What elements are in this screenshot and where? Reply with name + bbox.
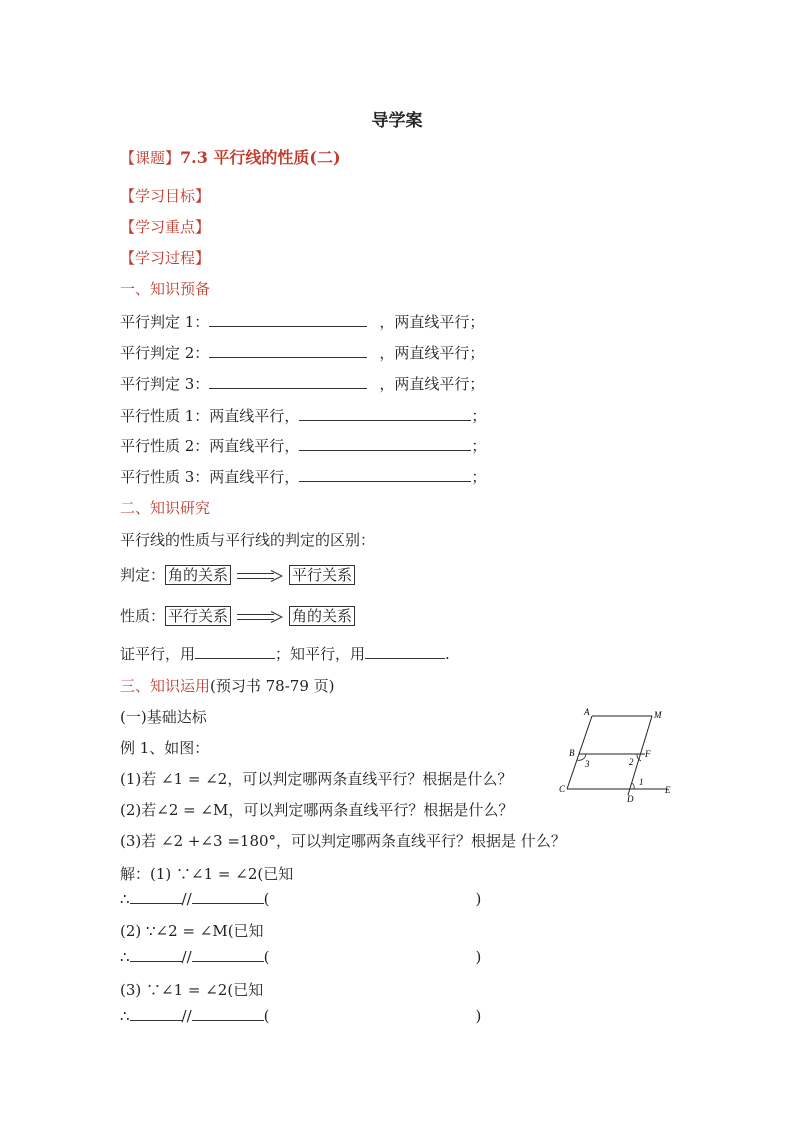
judge-label: 判定： (120, 566, 166, 584)
label-f: F (645, 749, 651, 759)
lesson-title (120, 148, 341, 168)
section-key-points: 【学习重点】 (120, 218, 211, 236)
prep-item-suffix: ，两直线平行； (379, 344, 485, 362)
reason-blank[interactable] (270, 947, 476, 962)
answer-blank[interactable] (192, 946, 264, 962)
open-paren: ( (263, 948, 270, 966)
solution-label: 解： (120, 865, 151, 883)
question-1: (1)若 ∠1 = ∠2，可以判定哪两条直线平行？根据是什么？ (120, 770, 513, 788)
label-angle-2: 2 (629, 757, 634, 767)
parallel-sign: // (181, 1007, 192, 1025)
angle-1-arc (632, 783, 634, 789)
therefore-sign: ∴ (120, 890, 130, 908)
section-process: 【学习过程】 (120, 249, 211, 267)
question-2: (2)若∠2 = ∠M，可以判定哪两条直线平行？根据是什么？ (120, 801, 514, 819)
page-title: 导学案 (371, 111, 423, 131)
label-c: C (559, 784, 566, 794)
prep-item-suffix: ； (471, 407, 487, 425)
answer-blank[interactable] (130, 888, 182, 904)
prep-item-suffix: ，两直线平行； (379, 313, 485, 331)
close-paren: ) (475, 1007, 482, 1025)
prep-item-3 (120, 373, 484, 394)
geometry-figure (555, 705, 685, 805)
prep-item-prefix: 平行性质 3：两直线平行， (120, 468, 300, 486)
therefore-sign: ∴ (120, 948, 130, 966)
part1-heading: 一、知识预备 (120, 280, 211, 298)
usage-b: ；知平行，用 (275, 645, 366, 663)
part2-heading: 二、知识研究 (120, 499, 211, 517)
solution-1-conclusion (120, 888, 481, 909)
label-angle-3: 3 (585, 759, 590, 769)
open-paren: ( (263, 890, 270, 908)
therefore-sign: ∴ (120, 1007, 130, 1025)
part2-intro: 平行线的性质与平行线的判定的区别： (120, 531, 376, 549)
prep-item-5 (120, 435, 486, 456)
prep-item-prefix: 平行判定 3： (120, 375, 210, 393)
judge-from-box: 角的关系 (165, 565, 231, 585)
answer-blank[interactable] (192, 888, 264, 904)
answer-blank[interactable] (209, 342, 367, 358)
prep-item-prefix: 平行性质 2：两直线平行， (120, 437, 300, 455)
usage-end: . (445, 645, 450, 663)
part3-heading-note: (预习书 78-79 页) (210, 677, 335, 695)
label-b: B (569, 748, 575, 758)
section-goals: 【学习目标】 (120, 187, 211, 205)
label-m: M (654, 710, 662, 720)
solution-2-conclusion (120, 946, 481, 967)
close-paren: ) (475, 948, 482, 966)
prep-item-4 (120, 405, 486, 426)
solution-1-given (120, 864, 293, 884)
answer-blank[interactable] (365, 643, 445, 659)
solution-3-given (120, 980, 263, 1000)
answer-blank[interactable] (209, 311, 367, 327)
parallel-sign: // (181, 948, 192, 966)
usage-a: 证平行，用 (120, 645, 196, 663)
open-paren: ( (263, 1007, 270, 1025)
usage-row (120, 643, 450, 664)
property-label: 性质： (120, 607, 166, 625)
answer-blank[interactable] (192, 1005, 264, 1021)
solution-given: (1) ∵∠1 = ∠2(已知 (150, 865, 294, 883)
label-d: D (627, 794, 634, 804)
label-a: A (584, 707, 590, 717)
lesson-tag: 【课题】 (120, 149, 181, 167)
prep-item-prefix: 平行判定 2： (120, 344, 210, 362)
prep-item-prefix: 平行性质 1：两直线平行， (120, 407, 300, 425)
prep-item-6 (120, 466, 486, 487)
parallel-sign: // (181, 890, 192, 908)
question-3: (3)若 ∠2 +∠3 =180°，可以判定哪两条直线平行？根据是 什么？ (120, 832, 566, 850)
solution-2-given (120, 921, 264, 941)
answer-blank[interactable] (195, 643, 275, 659)
answer-blank[interactable] (209, 373, 367, 389)
lesson-name: 7.3 平行线的性质(二) (180, 148, 341, 167)
double-arrow-icon (237, 611, 283, 623)
property-to-box: 角的关系 (289, 606, 355, 626)
answer-blank[interactable] (299, 405, 471, 421)
label-e: E (665, 785, 671, 795)
judge-row (120, 565, 355, 585)
example-intro: 例 1、如图： (120, 739, 210, 757)
answer-blank[interactable] (299, 435, 471, 451)
prep-item-suffix: ，两直线平行； (379, 375, 485, 393)
double-arrow-icon (237, 570, 283, 582)
part3-heading: 三、知识运用 (120, 677, 211, 695)
property-row (120, 606, 355, 626)
answer-blank[interactable] (130, 946, 182, 962)
prep-item-suffix: ； (471, 468, 487, 486)
label-angle-1: 1 (639, 777, 644, 787)
answer-blank[interactable] (130, 1005, 182, 1021)
solution-given: (2) ∵∠2 = ∠M(已知 (120, 922, 264, 940)
prep-item-suffix: ； (471, 437, 487, 455)
prep-item-prefix: 平行判定 1： (120, 313, 210, 331)
prep-item-1 (120, 311, 484, 332)
reason-blank[interactable] (270, 889, 476, 904)
answer-blank[interactable] (299, 466, 471, 482)
part3-heading-row (120, 676, 335, 696)
solution-given: (3) ∵∠1 = ∠2(已知 (120, 981, 264, 999)
property-from-box: 平行关系 (165, 606, 231, 626)
reason-blank[interactable] (270, 1006, 476, 1021)
judge-to-box: 平行关系 (289, 565, 355, 585)
prep-item-2 (120, 342, 484, 363)
solution-3-conclusion (120, 1005, 481, 1026)
close-paren: ) (475, 890, 482, 908)
sub-heading: (一)基础达标 (120, 708, 207, 726)
